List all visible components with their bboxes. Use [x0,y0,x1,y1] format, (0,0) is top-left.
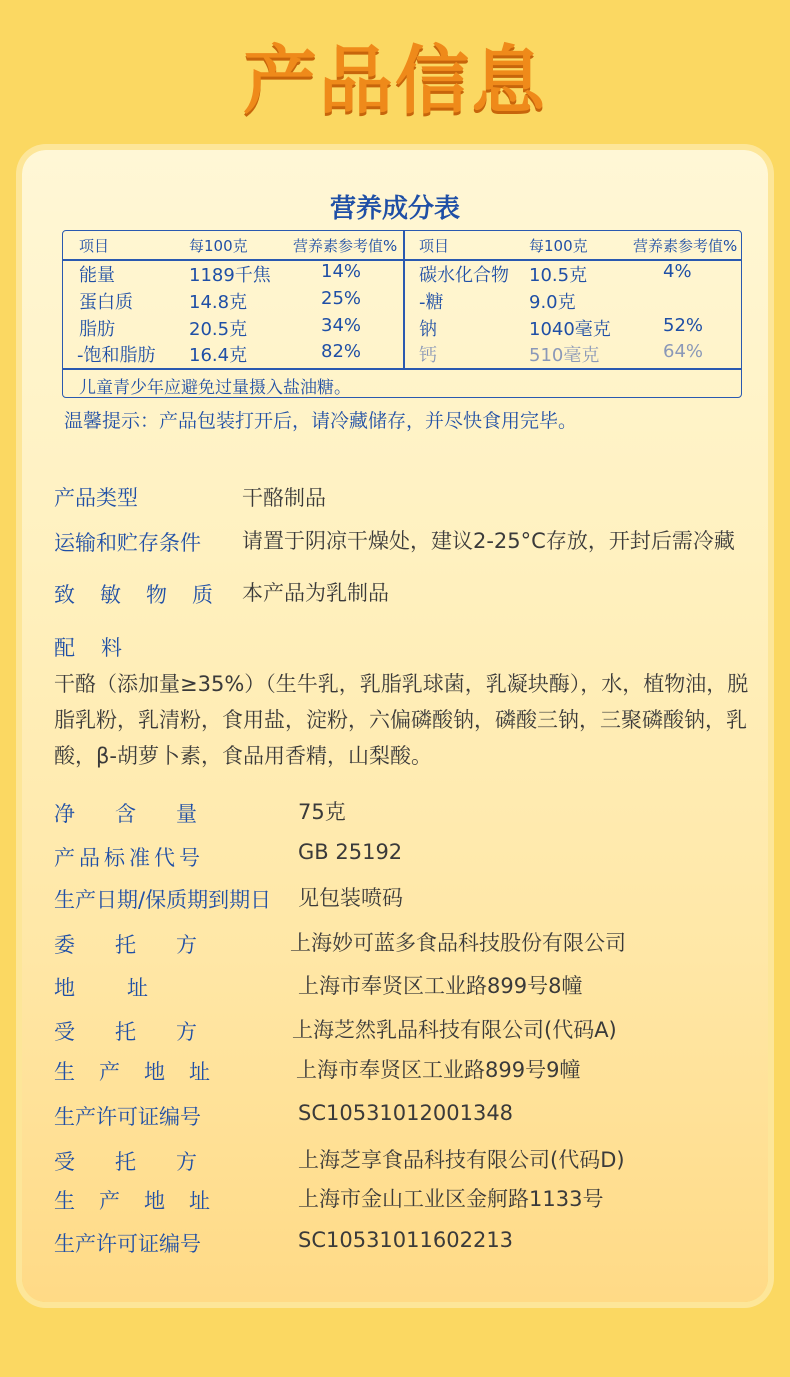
storage-value: 请置于阴凉干燥处，建议2-25°C存放，开封后需冷藏 [242,529,735,553]
net-label: 净含量 [54,802,237,826]
row-value: 9.0克 [529,292,576,313]
maker1-address-value: 上海市奉贤区工业路899号9幢 [296,1058,581,1082]
header-nrv: 营养素参考值% [633,237,738,255]
maker2-license-value: SC10531011602213 [298,1228,514,1252]
client-address-label: 地址 [54,976,200,1000]
nutrition-table-title: 营养成分表 [329,194,460,224]
row-value: 510毫克 [529,345,600,366]
row-item: 碳水化合物 [419,265,509,286]
row-value: 14.8克 [189,292,248,313]
nutrition-table [62,230,742,398]
maker2-value: 上海芝享食品科技有限公司(代码D) [298,1148,625,1172]
row-item: -糖 [419,292,444,313]
type-label: 产品类型 [54,486,138,510]
row-nrv: 64% [663,341,704,362]
row-value: 10.5克 [529,265,588,286]
ingredients-text: 干酪（添加量≥35%）（生牛乳，乳脂乳球菌，乳凝块酶），水，植物油，脱脂乳粉，乳清粉，食用盐，淀粉，六偏磷酸钠，磷酸三钠，三聚磷酸钠，乳酸，β-胡萝卜素，食品用香精，山梨酸。 [54,672,749,768]
row-item: 能量 [79,265,115,286]
row-item: -饱和脂肪 [77,345,156,366]
allergen-label: 致敏物质 [54,583,238,607]
ingredients-label: 配料 [54,636,148,660]
row-nrv: 52% [663,315,704,336]
row-item: 脂肪 [79,319,115,340]
header-per100g: 每100克 [189,237,248,255]
maker1-address-label: 生产地址 [54,1060,234,1084]
header-item: 项目 [79,237,110,255]
net-value: 75克 [298,800,346,824]
row-value: 20.5克 [189,319,248,340]
maker1-license-label: 生产许可证编号 [54,1105,201,1129]
maker2-address-label: 生产地址 [54,1189,234,1213]
row-item: 钠 [419,319,437,340]
storage-label: 运输和贮存条件 [54,531,201,555]
allergen-value: 本产品为乳制品 [242,581,389,605]
date-value: 见包装喷码 [298,886,403,910]
row-value: 1189千焦 [189,265,271,286]
maker1-license-value: SC10531012001348 [298,1101,514,1125]
row-nrv: 14% [321,261,362,282]
type-value: 干酪制品 [242,486,326,510]
client-value: 上海妙可蓝多食品科技股份有限公司 [290,931,626,955]
date-label: 生产日期/保质期到期日 [54,888,272,912]
row-item: 蛋白质 [79,292,133,313]
standard-value: GB 25192 [298,840,403,864]
header-per100g: 每100克 [529,237,588,255]
row-value: 1040毫克 [529,319,611,340]
row-item: 钙 [419,345,437,366]
maker1-value: 上海芝然乳品科技有限公司(代码A) [292,1018,617,1042]
storage-tip: 温馨提示：产品包装打开后，请冷藏储存，并尽快食用完毕。 [64,410,578,432]
maker2-license-label: 生产许可证编号 [54,1232,201,1256]
maker2-address-value: 上海市金山工业区金舸路1133号 [298,1187,604,1211]
client-label: 委托方 [54,933,237,957]
standard-label: 产品标准代号 [54,846,204,870]
row-nrv: 34% [321,315,362,336]
client-address-value: 上海市奉贤区工业路899号8幢 [298,974,583,998]
row-nrv: 4% [663,261,692,282]
row-nrv: 82% [321,341,362,362]
header-nrv: 营养素参考值% [293,237,398,255]
page-title: 产品信息 [243,38,547,124]
header-item: 项目 [419,237,450,255]
row-nrv: 25% [321,288,362,309]
maker1-label: 受托方 [54,1020,237,1044]
footer-rule [63,368,741,370]
header-rule [63,259,741,261]
table-divider [403,231,405,369]
maker2-label: 受托方 [54,1150,237,1174]
row-value: 16.4克 [189,345,248,366]
table-note: 儿童青少年应避免过量摄入盐油糖。 [79,378,351,398]
